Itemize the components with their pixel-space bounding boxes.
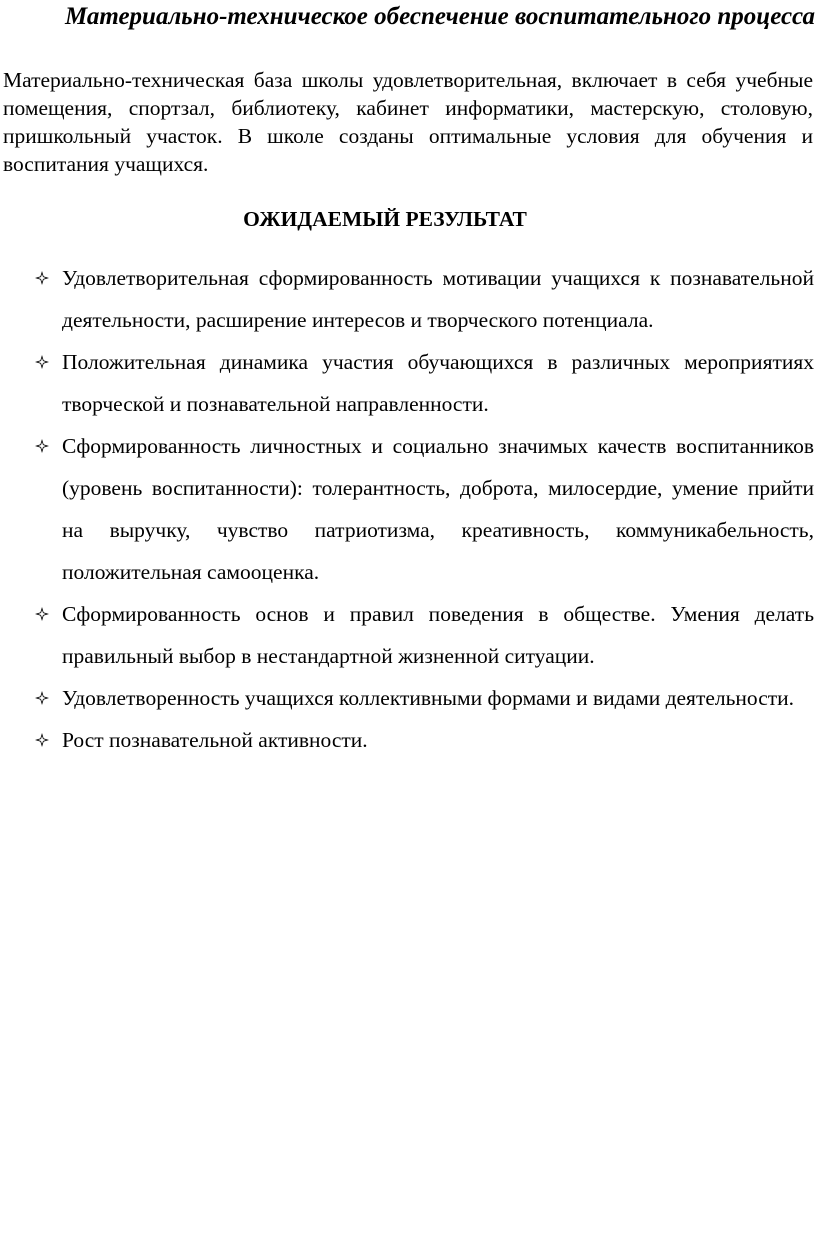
intro-paragraph: Материально-техническая база школы удовлетворительная, включает в себя учебные помещения, спортзал, библиотеку, кабинет информатики, мастерскую, столовую, пришкольный участок. В школе созданы оптимальные условия для обучения и воспитания учащихся. bbox=[3, 68, 813, 176]
section-heading: ОЖИДАЕМЫЙ РЕЗУЛЬТАТ bbox=[243, 207, 527, 231]
list-item bbox=[34, 257, 814, 341]
diamond-bullet-icon bbox=[34, 270, 50, 286]
results-list bbox=[34, 257, 814, 761]
list-item-text: Рост познавательной активности. bbox=[62, 728, 368, 752]
document-title: Материально-техническое обеспечение воспитательного процесса bbox=[64, 3, 816, 30]
list-item bbox=[34, 677, 814, 719]
diamond-bullet-icon bbox=[34, 690, 50, 706]
list-item-text: Удовлетворенность учащихся коллективными формами и видами деятельности. bbox=[62, 686, 795, 710]
list-item bbox=[34, 341, 814, 425]
list-item bbox=[34, 593, 814, 677]
list-item-text: Сформированность основ и правил поведения в обществе. Умения делать правильный выбор в нестандартной жизненной ситуации. bbox=[62, 602, 814, 668]
diamond-bullet-icon bbox=[34, 606, 50, 622]
list-item-text: Сформированность личностных и социально значимых качеств воспитанников (уровень воспитанности): толерантность, доброта, милосердие, умение прийти на выручку, чувство патриотизма, креативность, коммуникабельность, положительная самооценка. bbox=[62, 434, 814, 584]
list-item bbox=[34, 425, 814, 593]
diamond-bullet-icon bbox=[34, 438, 50, 454]
list-item-text: Удовлетворительная сформированность мотивации учащихся к познавательной деятельности, расширение интересов и творческого потенциала. bbox=[62, 266, 814, 332]
diamond-bullet-icon bbox=[34, 732, 50, 748]
diamond-bullet-icon bbox=[34, 354, 50, 370]
list-item bbox=[34, 719, 814, 761]
list-item-text: Положительная динамика участия обучающихся в различных мероприятиях творческой и познавательной направленности. bbox=[62, 350, 814, 416]
